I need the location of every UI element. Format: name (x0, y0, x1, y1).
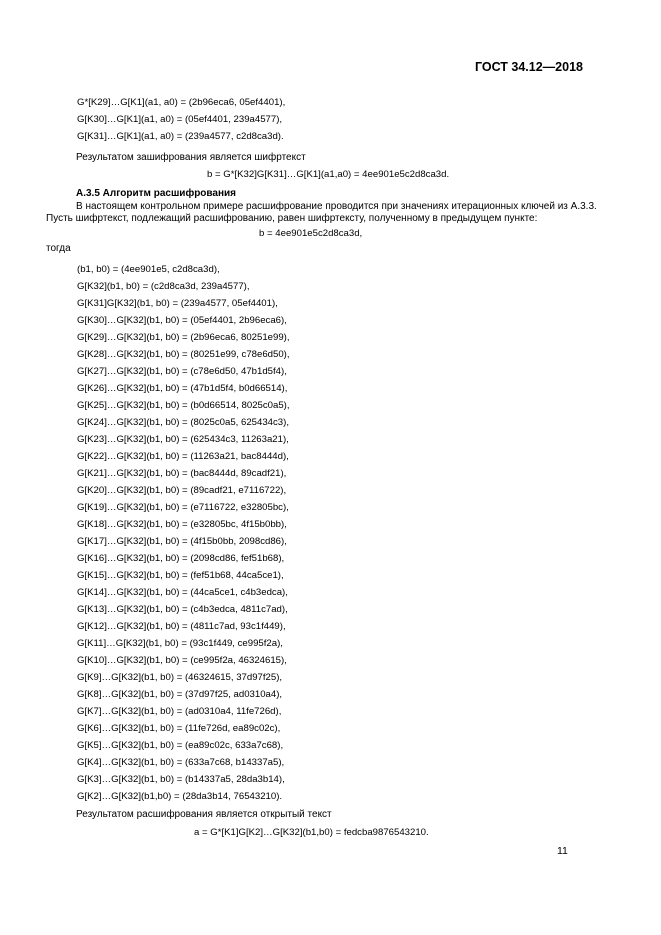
formula-line: G[K18]…G[K32](b1, b0) = (e32805bc, 4f15b0bb), (77, 519, 287, 530)
formula-line: G[K24]…G[K32](b1, b0) = (8025c0a5, 625434c3), (77, 417, 289, 428)
formula-line: G[K13]…G[K32](b1, b0) = (c4b3edca, 4811c7ad), (77, 604, 288, 615)
formula-line: G[K28]…G[K32](b1, b0) = (80251e99, c78e6d50), (77, 349, 290, 360)
formula-line: G[K20]…G[K32](b1, b0) = (89cadf21, e7116722), (77, 485, 287, 496)
formula-line: G[K17]…G[K32](b1, b0) = (4f15b0bb, 2098cd86), (77, 536, 287, 547)
page-number: 11 (557, 845, 568, 857)
decryption-result-formula: a = G*[K1]G[K2]…G[K32](b1,b0) = fedcba9876543210. (194, 827, 429, 838)
formula-line: G[K10]…G[K32](b1, b0) = (ce995f2a, 46324615), (77, 655, 287, 666)
formula-line: G[K27]…G[K32](b1, b0) = (c78e6d50, 47b1d5f4), (77, 366, 287, 377)
word-togda: тогда (46, 243, 71, 254)
formula-line: G[K3]…G[K32](b1, b0) = (b14337a5, 28da3b14), (77, 774, 285, 785)
formula-line: G[K5]…G[K32](b1, b0) = (ea89c02c, 633a7c68), (77, 740, 284, 751)
formula-line: G[K30]…G[K1](a1, a0) = (05ef4401, 239a4577), (77, 114, 283, 125)
formula-line: G*[K29]…G[K1](a1, a0) = (2b96eca6, 05ef4401), (77, 97, 286, 108)
formula-line: G[K25]…G[K32](b1, b0) = (b0d66514, 8025c0a5), (77, 400, 290, 411)
formula-line: G[K31]G[K32](b1, b0) = (239a4577, 05ef4401), (77, 298, 278, 309)
formula-line: G[K30]…G[K32](b1, b0) = (05ef4401, 2b96eca6), (77, 315, 287, 326)
formula-line: G[K32](b1, b0) = (c2d8ca3d, 239a4577), (77, 281, 250, 292)
formula-line: G[K22]…G[K32](b1, b0) = (11263a21, bac8444d), (77, 451, 289, 462)
formula-line: G[K15]…G[K32](b1, b0) = (fef51b68, 44ca5ce1), (77, 570, 284, 581)
standard-code: ГОСТ 34.12—2018 (474, 60, 583, 74)
section-title: А.3.5 Алгоритм расшифрования (76, 188, 237, 199)
formula-line: G[K2]…G[K32](b1,b0) = (28da3b14, 76543210). (77, 791, 283, 802)
formula-line: G[K8]…G[K32](b1, b0) = (37d97f25, ad0310a4), (77, 689, 283, 700)
paragraph-line-2: Пусть шифртекст, подлежащий расшифрованию, равен шифртексту, полученному в предыдущем пункте: (46, 213, 538, 224)
formula-line: G[K16]…G[K32](b1, b0) = (2098cd86, fef51b68), (77, 553, 285, 564)
ciphertext-value: b = 4ee901e5c2d8ca3d, (259, 228, 363, 239)
formula-line: G[K26]…G[K32](b1, b0) = (47b1d5f4, b0d66514), (77, 383, 288, 394)
formula-line: G[K31]…G[K1](a1, a0) = (239a4577, c2d8ca3d). (77, 131, 284, 142)
encryption-result-formula: b = G*[K32]G[K31]…G[K1](a1,a0) = 4ee901e5c2d8ca3d. (207, 169, 450, 180)
formula-line: G[K29]…G[K32](b1, b0) = (2b96eca6, 80251e99), (77, 332, 290, 343)
formula-line: G[K19]…G[K32](b1, b0) = (e7116722, e32805bc), (77, 502, 289, 513)
decryption-result-text: Результатом расшифрования является открытый текст (76, 809, 332, 820)
encryption-result-text: Результатом зашифрования является шифртекст (76, 152, 306, 163)
formula-line: G[K9]…G[K32](b1, b0) = (46324615, 37d97f25), (77, 672, 283, 683)
formula-line: G[K4]…G[K32](b1, b0) = (633a7c68, b14337a5), (77, 757, 285, 768)
paragraph-line-1: В настоящем контрольном примере расшифрование проводится при значениях итерационных ключей из А.3.3. (76, 201, 597, 212)
formula-line: G[K6]…G[K32](b1, b0) = (11fe726d, ea89c02c), (77, 723, 281, 734)
formula-line: G[K21]…G[K32](b1, b0) = (bac8444d, 89cadf21), (77, 468, 287, 479)
formula-line: G[K14]…G[K32](b1, b0) = (44ca5ce1, c4b3edca), (77, 587, 288, 598)
formula-line: G[K11]…G[K32](b1, b0) = (93c1f449, ce995f2a), (77, 638, 283, 649)
formula-line: G[K7]…G[K32](b1, b0) = (ad0310a4, 11fe726d), (77, 706, 282, 717)
formula-line: G[K12]…G[K32](b1, b0) = (4811c7ad, 93c1f449), (77, 621, 286, 632)
formula-line: (b1, b0) = (4ee901e5, c2d8ca3d), (77, 264, 220, 275)
formula-line: G[K23]…G[K32](b1, b0) = (625434c3, 11263a21), (77, 434, 289, 445)
